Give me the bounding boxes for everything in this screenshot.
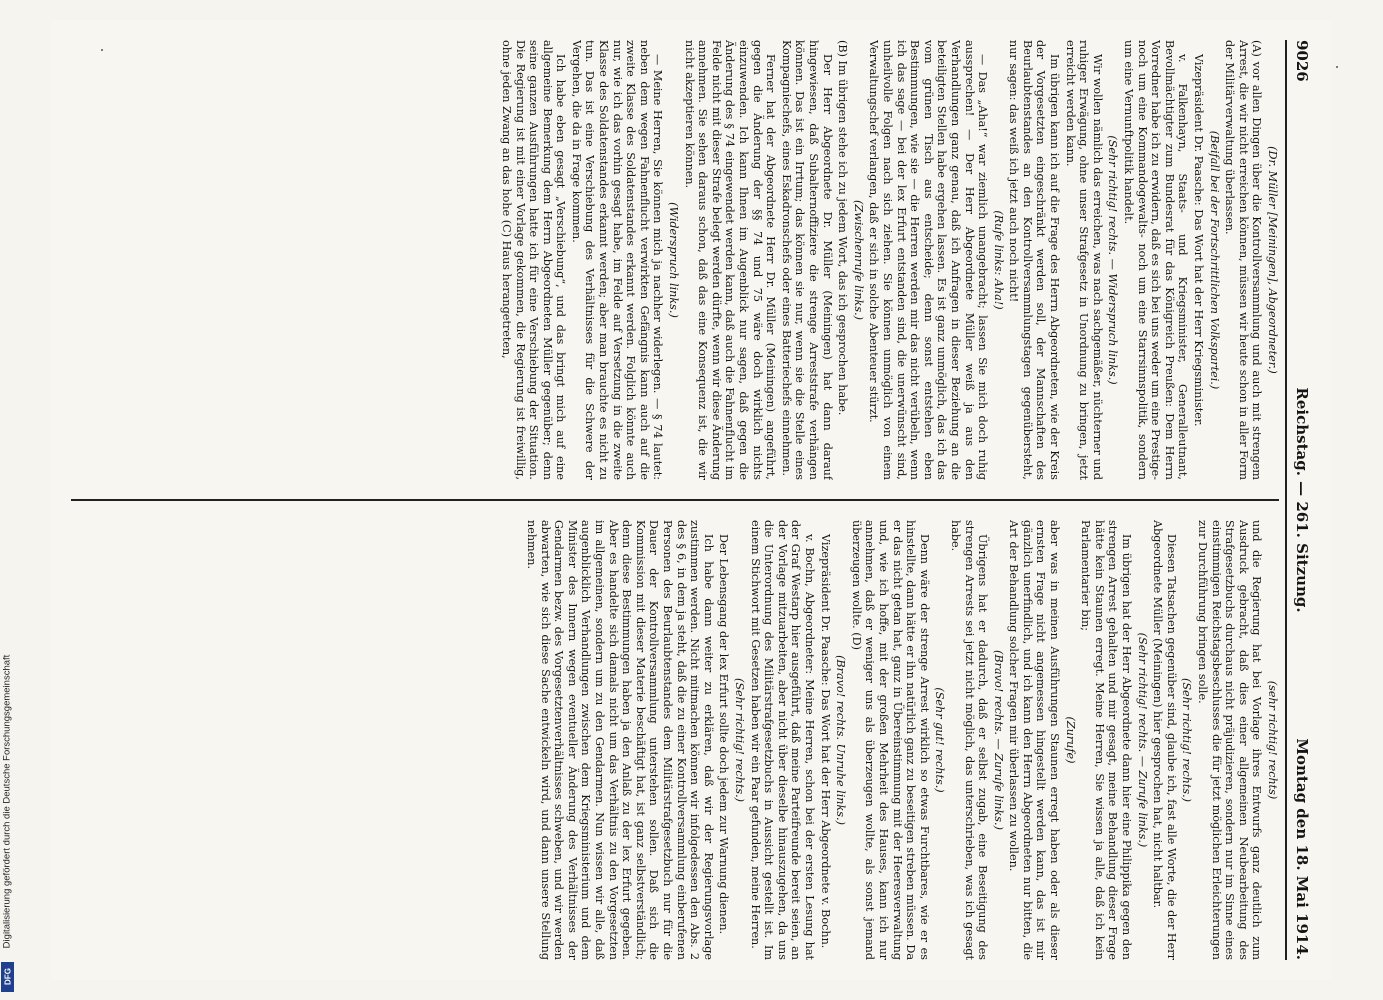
- page-header: [1285, 40, 1313, 960]
- paragraph: Denn wäre der strenge Arrest wirklich so etwas Furchtbares, wie er es hinstellte, dann hätte er ihn natürlich ganz zu beseitigen streben müssen. Da er das nicht getan hat, ganz in Übereinstimmung mit der Heeresverwaltung und, wie ich hoffe, mit der großen Mehrheit des Hauses, kann ich nur annehmen, daß er weniger uns als überzeugen wollte, als sonst jemand überzeugen wollte. (D): [849, 520, 931, 960]
- paragraph: Übrigens hat er dadurch, daß er selbst zugab, eine Beseitigung des strengen Arrests sei jetzt nicht möglich, das unterschrieben, was ich gesagt habe.: [948, 520, 990, 960]
- paragraph: Diesen Tatsachen gegenüber sind, glaube ich, fast alle Worte, die der Herr Abgeordnete Müller (Meiningen) hier gesprochen hat, nicht haltbar.: [1151, 520, 1178, 960]
- digitization-credit: [1, 606, 15, 996]
- paragraph: Der Lebensgang der lex Erfurt sollte doch jedem zur Warnung dienen.: [717, 534, 731, 935]
- paragraph: Im übrigen kann ich auf die Frage des Herrn Abgeordneten, wie der Kreis der Vorgesetzten eingeschränkt werden soll, der Mannschaften des Beurlaubtenstandes an den Kontrollversammlungstagen gegenübersteht, nur sagen: das weiß ich jetzt auch noch nicht!: [1007, 40, 1062, 480]
- paragraph: Vizepräsident Dr. Paasche: Das Wort hat der Herr Kriegsminister.: [1192, 54, 1206, 427]
- paragraph: (Beifall bei der Fortschrittlichen Volkspartei.): [1207, 130, 1221, 390]
- paragraph: (Sehr richtig! rechts. — Zurufe links.): [1135, 632, 1149, 848]
- paragraph: Im übrigen hat der Herr Abgeordnete dann hier eine Philippika gegen den strengen Arrest gehalten und mir gesagt, meine Behandlung dieser Frage hätte kein Staunen erregt. Meine Herren, Sie wissen ja alle, daß ich kein Parlamentarier bin;: [1079, 520, 1134, 960]
- session-date: Montag den 18. Mai 1914.: [1293, 738, 1311, 960]
- paragraph: (A) vor allen Dingen über die Kontrollversammlung und auch mit strengem Arrest, die wir nicht erreichen können, müssen wir heute schon in aller Form der Militärverwaltung überlassen.: [1223, 40, 1264, 480]
- paragraph: (Widerspruch links.): [667, 202, 681, 318]
- paragraph: Der Herr Abgeordnete Dr. Müller (Meiningen) hat dann darauf hingewiesen, daß Subalternoffiziere die strenge Arreststrafe verhängen können. Das ist ein Irrtum; das können sie nur, wenn sie die Stelle eines Kompagniechefs, eines Eskadronschefs oder eines Batteriechefs einnehmen.: [779, 40, 834, 480]
- paragraph: — Meine Herren, Sie können mich ja nachher widerlegen. — § 74 lautet: neben dem wegen Fahnenflucht verwirkten Gefängnis kann auch auf die zweite Klasse des Soldatenstandes erkannt werden. Folglich könnte auch nur, wie ich das vorhin gesagt habe, im Felde auf Versetzung in die zweite Klasse des Soldatenstandes erkannt werden; aber man brauchte es nicht zu tun. Das ist eine Verschiebung des Verhältnisses für die Schwere der Vergehen, die da in Frage kommen.: [569, 40, 665, 480]
- logo-text: DFG: [3, 968, 13, 985]
- paragraph: (sehr richtig! rechts): [1266, 680, 1279, 800]
- paragraph: v. Falkenhayn, Staats- und Kriegsminister, Generalleutnant, Bevollmächtigter zum Bundesrat für das Königreich Preußen: Dem Herrn Vorredner habe ich zu erwidern, daß es sich bei uns weder um eine Prestige- noch um eine Kommandogewalts- noch um eine Starrsinnspolitik, sondern um eine Vernunftpolitik handelt.: [1122, 40, 1190, 480]
- scan-speck: [1336, 66, 1338, 68]
- right-column: [71, 520, 1279, 960]
- paragraph: (Sehr gut! rechts.): [933, 687, 947, 793]
- paragraph: v. Bochn, Abgeordneter: Meine Herren, schon bei der ersten Lesung hat der Graf Westarp hier ausgeführt, daß meine Parteifreunde bereit seien, an der Vorlage mitzuarbeiten, aber nicht über dieselbe hinauszugehen, da uns die Unterordnung des Militärstrafgesetzbuchs in Aussicht gestellt ist. Im einem Stichwort mit Gesetzen haben wir ein Paar gefunden, meine Herren.: [748, 520, 816, 960]
- credit-text: Digitalisierung gefördert durch die Deutsche Forschungsgemeinschaft: [1, 654, 13, 949]
- paragraph: (Zurufe): [1063, 716, 1077, 764]
- paragraph: Ferner hat der Abgeordnete Herr Dr. Müller (Meiningen) angeführt, gegen die Änderung der §§ 74 und 75 wäre doch wirklich nichts einzuwenden. Ich kann Ihnen im Augenblick nur sagen, daß gegen die Änderung des § 74 eingewendet werden kann, daß auch die Fahnenflucht im Felde nicht mit dieser Strafe belegt werden dürfte, wenn wir diese Änderung annehmen. Sie sehen daraus schon, daß das eine Konsequenz ist, die wir nicht akzeptieren können.: [682, 40, 778, 480]
- rotated-page: [51, 20, 1331, 980]
- paragraph: (B) Im übrigen stehe ich zu jedem Wort, das ich gesprochen habe.: [836, 40, 850, 416]
- paragraph: (Sehr richtig! rechts. — Widerspruch links.): [1106, 135, 1120, 385]
- scan-speck: [101, 49, 103, 51]
- session-title: Reichstag. — 261. Sitzung.: [1293, 387, 1311, 613]
- paragraph: (Bravo! rechts. — Zurufe links.): [991, 650, 1005, 830]
- paragraph: Wir wollen nämlich das erreichen, was nach sachgemäßer, nüchterner und ruhiger Erwägung, ohne unser Strafgesetz in Unordnung zu bringen, jetzt erreicht werden kann.: [1063, 40, 1104, 480]
- paragraph: aber was in meinen Ausführungen Staunen erregt haben oder als dieser ernsten Frage nicht angemessen hingestellt werden kann, das ist mir gänzlich unerfindlich, und ich kann den Herrn Abgeordneten nur bitten, die Art der Behandlung solcher Fragen mir überlassen zu wollen.: [1007, 520, 1062, 960]
- column-divider: [71, 499, 1279, 501]
- paragraph: (Rufe links: Aha!): [991, 210, 1005, 310]
- dfg-logo-icon: [1, 962, 14, 992]
- paragraph: (Sehr richtig! rechts.): [733, 677, 747, 803]
- paragraph: Ich habe dann weiter zu erklären, daß wir der Regierungsvorlage zustimmen werden. Nicht mitmachen können wir infolgedessen den Abs. 2 des § 6, in dem ja steht, daß die zu einer Kontrollversammlung einberufenen Personen des Beurlaubtenstandes dem Militärstrafgesetzbuch nur für die Dauer der Kontrollversammlung unterstehen sollen. Daß sich die Kommission mit dieser Materie beschäftigt hat, ist ganz selbstverständlich; denn diese Bestimmungen haben ja den Anlaß zu der lex Erfurt gegeben. Aber es handelte sich damals nicht um das Verhältnis zu den Vorgesetzten im allgemeinen, sondern um zu den Gendarmen. Nun wissen wir alle, daß augenblicklich Verhandlungen zwischen dem Kriegsministerium und dem Minister des Innern wegen eventueller Änderung des Verhältnisses der Gendarmen bezw. des Vorgesetztenverhältnisses schweben, und wir werden abwarten, wie sich diese Sache entwickeln wird, und dann unsere Stellung nehmen.: [525, 520, 715, 960]
- paragraph: (Sehr richtig! rechts.): [1180, 677, 1194, 803]
- page-number: 9026: [1293, 40, 1311, 82]
- paragraph: — Das „Aha!“ war ziemlich unangebracht; lassen Sie mich doch ruhig aussprechen! — Der Herr Abgeordnete Müller weiß ja aus den Verhandlungen ganz genau, daß ich Anfragen in dieser Beziehung an die beteiligten Stellen habe ergehen lassen. Es ist ganz unmöglich, das ich das vom grünen Tisch aus entscheide; denn sonst entstehen eben Bestimmungen, wie sie — die Herren werden mir das nicht verübeln, wenn ich das sage — bei der lex Erfurt entstanden sind, die unerwünscht sind, unheilvolle Folgen nach sich ziehen. Sie können unmöglich von einem Verwaltungschef verlangen, daß er sich in solche Abenteuer stürzt.: [867, 40, 990, 480]
- paragraph: (Dr. Müller [Meiningen], Abgeordneter.): [1266, 146, 1279, 374]
- paragraph: Ich habe eben gesagt „Verschiebung“, und das bringt mich auf eine allgemeine Bemerkung dem Herrn Abgeordneten Müller gegenüber; denn seine ganzen Ausführungen hatte ich für eine Verschiebung der Situation. Die Regierung ist mit einer Vorlage gekommen, die Regierung ist freiwillig, ohne jeden Zwang an das hohe (C) Haus herangetreten,: [499, 40, 568, 480]
- paragraph: Vizepräsident Dr. Paasche: Das Wort hat der Herr Abgeordnete v. Bochn.: [818, 534, 832, 949]
- paragraph: (Bravo! rechts. Unruhe links.): [834, 655, 848, 825]
- paragraph: und die Regierung hat bei Vorlage ihres Entwurfs ganz deutlich zum Ausdruck gebracht, daß dies einer allgemeinen Neubearbeitung des Strafgesetzbuchs durchaus nicht präjudizieren, sondern nur im Sinne eines einstimmigen Reichstagsbeschlusses die für jetzt möglichen Erleichterungen zur Durchführung bringen solle.: [1196, 520, 1264, 960]
- paragraph: (Zwischenrufe links.): [851, 199, 865, 320]
- left-column: [71, 40, 1279, 480]
